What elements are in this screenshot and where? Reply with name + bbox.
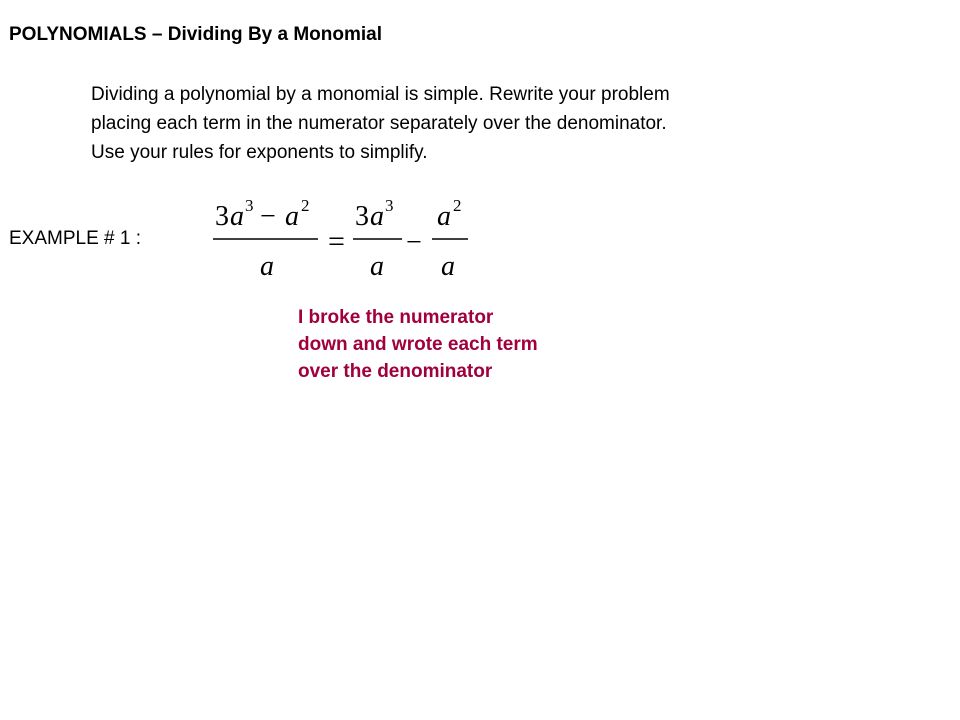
equals-sign: =	[328, 225, 345, 258]
rhs-first-coef: 3	[355, 201, 369, 232]
note-line: over the denominator	[298, 361, 493, 382]
lhs-term1-coef: 3	[215, 201, 229, 232]
lhs-denominator: a	[260, 251, 274, 282]
rhs-second-fraction	[432, 196, 468, 282]
rhs-first-var: a	[370, 201, 384, 232]
lhs-fraction	[213, 196, 318, 282]
intro-line: placing each term in the numerator separately over the denominator.	[91, 113, 667, 134]
example-label: EXAMPLE # 1 :	[9, 228, 142, 249]
intro-line: Use your rules for exponents to simplify.	[91, 142, 428, 163]
page-title: POLYNOMIALS – Dividing By a Monomial	[9, 24, 383, 45]
lhs-term2-exp: 2	[301, 196, 310, 215]
lhs-minus: −	[260, 201, 276, 232]
lhs-term2-var: a	[285, 201, 299, 232]
lhs-term1-var: a	[230, 201, 244, 232]
rhs-second-denominator: a	[441, 251, 455, 282]
lhs-term1-exp: 3	[245, 196, 254, 215]
minus-sign: −	[406, 227, 422, 258]
rhs-second-var: a	[437, 201, 451, 232]
rhs-second-exp: 2	[453, 196, 462, 215]
intro-line: Dividing a polynomial by a monomial is simple. Rewrite your problem	[91, 84, 670, 105]
example-equation	[205, 195, 495, 285]
rhs-first-denominator: a	[370, 251, 384, 282]
note-line: I broke the numerator	[298, 307, 494, 328]
intro-paragraph	[91, 80, 851, 167]
explanation-note	[298, 304, 538, 385]
note-line: down and wrote each term	[298, 334, 538, 355]
rhs-first-fraction	[353, 196, 402, 282]
rhs-first-exp: 3	[385, 196, 394, 215]
